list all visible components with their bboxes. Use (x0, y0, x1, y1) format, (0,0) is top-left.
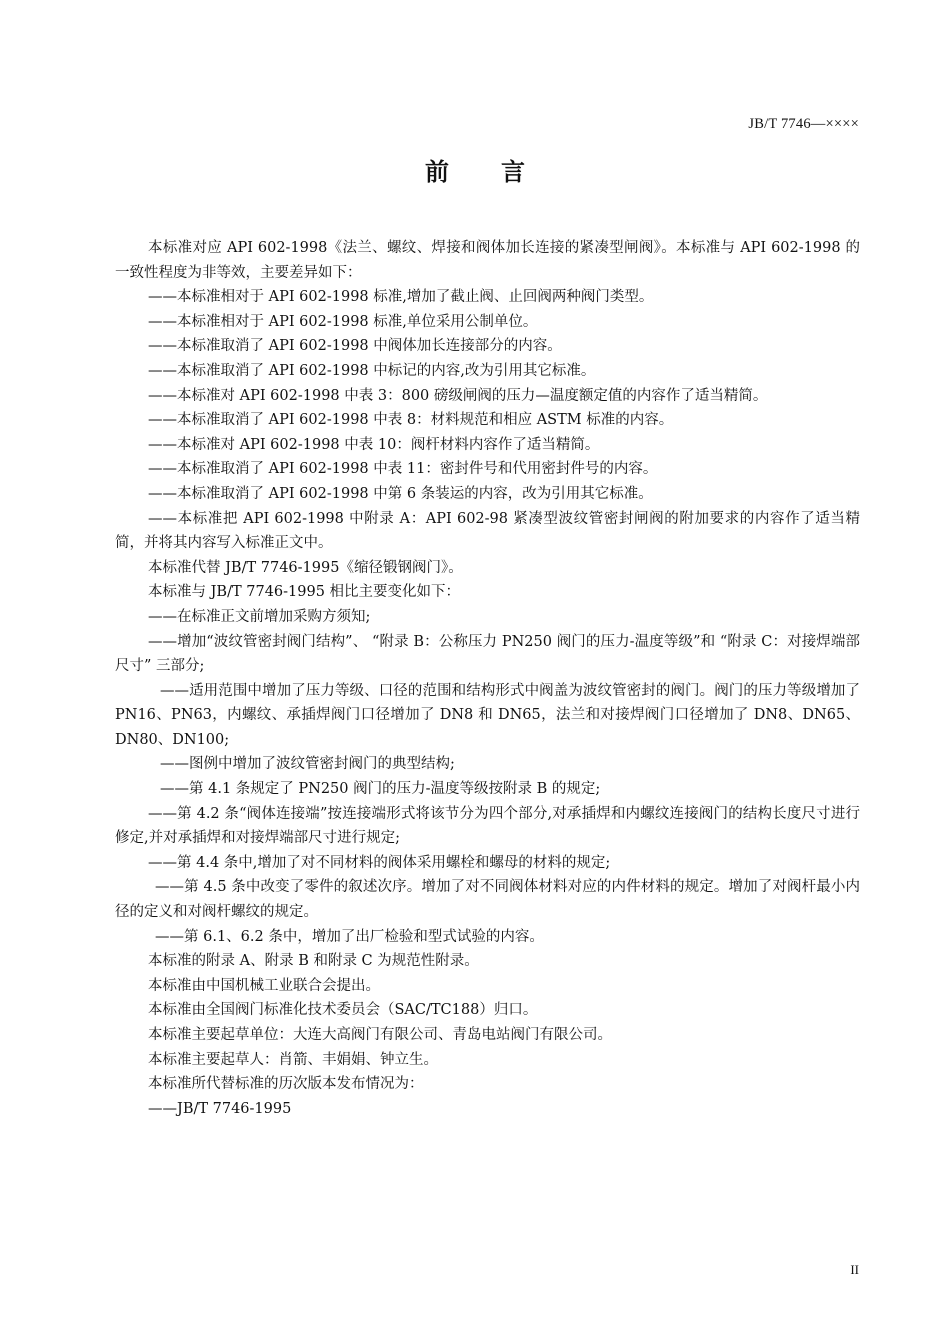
paragraph: ——第 4.1 条规定了 PN250 阀门的压力-温度等级按附录 B 的规定; (160, 781, 601, 798)
paragraph: ——第 6.1、6.2 条中，增加了出厂检验和型式试验的内容。 (155, 928, 544, 945)
paragraph: 本标准所代替标准的历次版本发布情况为： (148, 1076, 424, 1093)
paragraph: 本标准代替 JB/T 7746-1995《缩径锻钢阀门》。 (148, 559, 463, 576)
paragraph: 本标准主要起草单位：大连大高阀门有限公司、青岛电站阀门有限公司。 (148, 1027, 612, 1043)
paragraph: ——本标准把 API 602-1998 中附录 A：API 602-98 紧凑型波纹管密封闸阀的附加要求的内容作了适当精简，并将其内容写入标准正文中。 (115, 510, 860, 552)
paragraph: 本标准对应 API 602-1998《法兰、螺纹、焊接和阀体加长连接的紧凑型闸阀》。本标准与 API 602-1998 的一致性程度为非等效，主要差异如下： (115, 240, 860, 281)
paragraph: ——本标准对 API 602-1998 中表 10：阀杆材料内容作了适当精简。 (148, 436, 600, 453)
paragraph: ——本标准取消了 API 602-1998 中阀体加长连接部分的内容。 (148, 338, 562, 355)
preface-body (115, 236, 860, 1121)
paragraph: 本标准与 JB/T 7746-1995 相比主要变化如下： (148, 584, 461, 601)
paragraph: ——第 4.4 条中,增加了对不同材料的阀体采用螺栓和螺母的材料的规定; (148, 854, 611, 871)
paragraph: 本标准主要起草人：肖箭、丰娟娟、钟立生。 (148, 1051, 438, 1068)
standard-number: JB/T 7746—×××× (748, 116, 859, 132)
paragraph: ——在标准正文前增加采购方须知; (148, 608, 371, 625)
paragraph: ——本标准取消了 API 602-1998 中表 8：材料规范和相应 ASTM 标准的内容。 (148, 412, 674, 429)
paragraph: ——本标准取消了 API 602-1998 中表 11：密封件号和代用密封件号的内容。 (148, 461, 658, 478)
paragraph: ——图例中增加了波纹管密封阀门的典型结构; (160, 756, 455, 773)
paragraph: ——第 4.2 条“阀体连接端”按连接端形式将该节分为四个部分,对承插焊和内螺纹连接阀门的结构长度尺寸进行修定,并对承插焊和对接焊端部尺寸进行规定; (115, 805, 860, 847)
paragraph: ——JB/T 7746-1995 (148, 1100, 292, 1117)
paragraph: 本标准的附录 A、附录 B 和附录 C 为规范性附录。 (148, 953, 479, 970)
paragraph: ——本标准对 API 602-1998 中表 3：800 磅级闸阀的压力—温度额定值的内容作了适当精简。 (148, 387, 768, 404)
page-title: 前言 (425, 158, 577, 186)
paragraph: ——增加“波纹管密封阀门结构”、 “附录 B：公称压力 PN250 阀门的压力-温度等级”和 “附录 C：对接焊端部尺寸” 三部分; (115, 633, 860, 675)
paragraph: 本标准由中国机械工业联合会提出。 (148, 977, 380, 994)
paragraph: ——第 4.5 条中改变了零件的叙述次序。增加了对不同阀体材料对应的内件材料的规定。增加了对阀杆最小内径的定义和对阀杆螺纹的规定。 (115, 879, 860, 921)
paragraph: ——本标准相对于 API 602-1998 标准,单位采用公制单位。 (148, 313, 538, 330)
page-number: II (850, 1262, 859, 1277)
paragraph: ——适用范围中增加了压力等级、口径的范围和结构形式中阀盖为波纹管密封的阀门。阀门的压力等级增加了 PN16、PN63，内螺纹、承插焊阀门口径增加了 DN8 和 DN65，法兰和对接焊阀门口径增加了 DN8、DN65、DN80、DN100; (115, 682, 860, 748)
paragraph: ——本标准取消了 API 602-1998 中第 6 条装运的内容，改为引用其它标准。 (148, 485, 653, 502)
paragraph: ——本标准相对于 API 602-1998 标准,增加了截止阀、止回阀两种阀门类型。 (148, 289, 654, 306)
paragraph: 本标准由全国阀门标准化技术委员会（SAC/TC188）归口。 (148, 1002, 538, 1019)
paragraph: ——本标准取消了 API 602-1998 中标记的内容,改为引用其它标准。 (148, 362, 596, 379)
